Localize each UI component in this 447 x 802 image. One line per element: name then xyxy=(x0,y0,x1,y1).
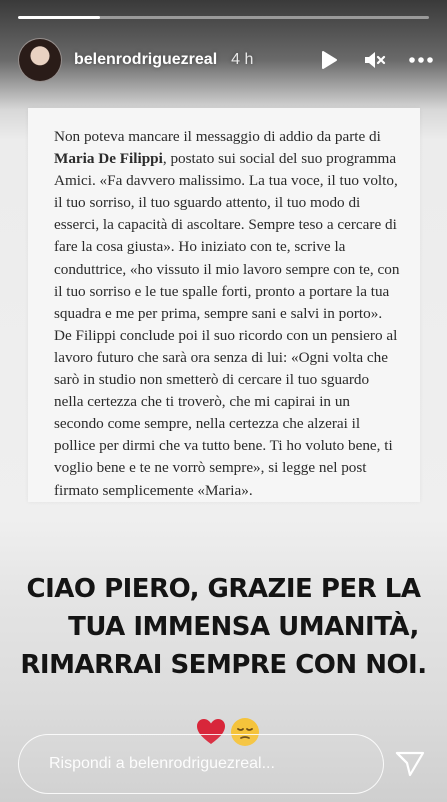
send-icon xyxy=(395,750,425,778)
more-options-button[interactable] xyxy=(409,48,433,72)
more-icon xyxy=(409,56,433,64)
story-caption xyxy=(0,570,447,684)
time-ago: 4 h xyxy=(231,51,254,68)
play-icon xyxy=(320,50,338,70)
story-progress-bar xyxy=(18,16,429,19)
caption-line-3: RIMARRAI SEMPRE CON NOI. xyxy=(20,650,427,680)
story-controls xyxy=(317,48,433,72)
mute-button[interactable] xyxy=(363,48,387,72)
article-text xyxy=(54,126,400,502)
send-button[interactable] xyxy=(392,747,428,781)
caption-line-1: CIAO PIERO, GRAZIE PER LA xyxy=(26,574,421,604)
reply-input[interactable] xyxy=(49,755,369,773)
story-progress-fill xyxy=(18,16,100,19)
article-text-part-2: , postato sui social del suo programma Amici. «Fa davvero malissimo. La tua voce, il tuo volto, il tuo sorriso, il tuo sguardo attento, il tuo modo di esserci, la capacità di ascoltare. Sempre teso a cercare di fare la cosa giusta». Ho iniziato con te, scrive la conduttrice, «ho vissuto il mio lavoro sempre con te, con il tuo sorriso e le tue spalle forti, pronto a portare la tua squadra e me per prima, sempre sani e salvi in porto». De Filippi conclude poi il suo ricordo con un pensiero al lavoro futuro che sarà ora senza di lui: «Ogni volta che sarò in studio non smetterò di cercare il tuo sguardo nella certezza che ti troverò, che mi capirai in un secondo come sempre, nella certezza che alzerai il pollice per dirmi che va tutto bene. Ti ho voluto bene, ti voglio bene e te ne vorrò sempre», si legge nel post firmato semplicemente «Maria». xyxy=(54,150,400,499)
article-excerpt xyxy=(28,108,420,502)
play-button[interactable] xyxy=(317,48,341,72)
story-footer xyxy=(0,734,447,794)
article-name-bold: Maria De Filippi xyxy=(54,150,163,168)
speaker-muted-icon xyxy=(363,49,387,71)
article-text-part-1: Non poteva mancare il messaggio di addio da parte di xyxy=(54,128,381,145)
username[interactable]: belenrodriguezreal xyxy=(74,51,218,68)
story-header xyxy=(0,34,447,86)
avatar[interactable] xyxy=(18,38,62,82)
caption-line-2: TUA IMMENSA UMANITÀ, xyxy=(68,612,419,642)
reply-box[interactable] xyxy=(18,734,384,794)
